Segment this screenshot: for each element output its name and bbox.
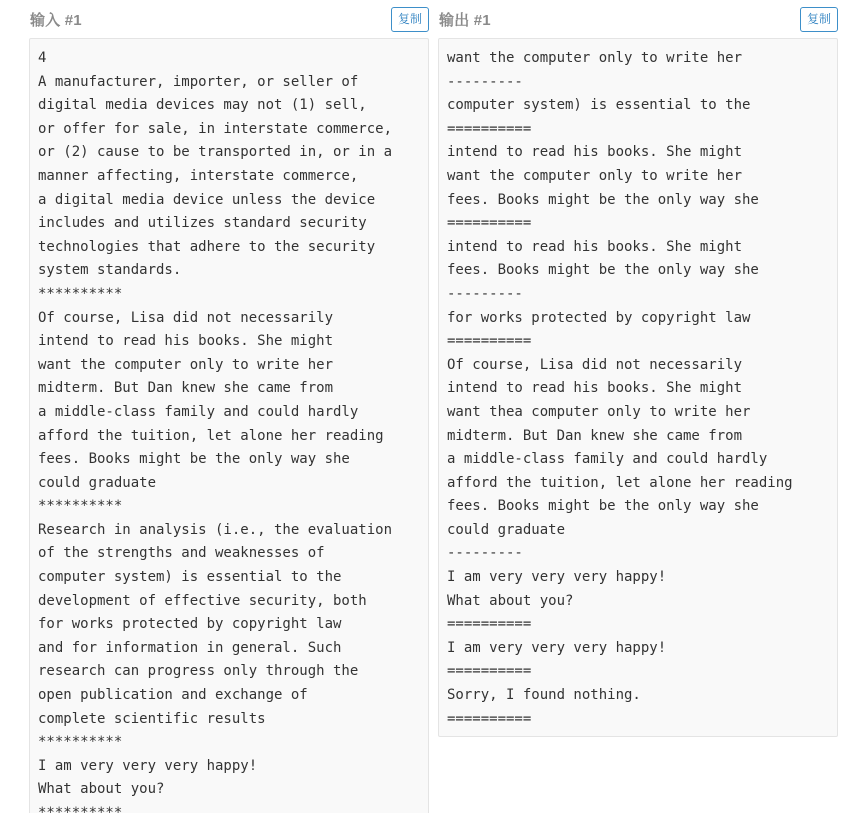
output-line: ========== <box>447 120 532 137</box>
input-line: intend to read his books. She might <box>38 333 334 350</box>
input-line: of the strengths and weaknesses of <box>38 545 325 562</box>
input-line: for works protected by copyright law <box>38 616 342 633</box>
input-line: a digital media device unless the device <box>38 191 376 208</box>
output-line: midterm. But Dan knew she came from <box>447 427 743 444</box>
input-line: computer system) is essential to the <box>38 569 342 586</box>
input-line: afford the tuition, let alone her reading <box>38 427 384 444</box>
output-line: could graduate <box>447 521 566 538</box>
output-line: --------- <box>447 545 523 562</box>
input-line: ********** <box>38 498 123 515</box>
input-line: 4 <box>38 50 47 66</box>
input-panel-header <box>29 0 429 38</box>
output-panel <box>438 0 838 727</box>
copy-output-button[interactable]: 复制 <box>800 7 838 32</box>
input-line: and for information in general. Such <box>38 639 342 656</box>
output-line: fees. Books might be the only way she <box>447 191 759 208</box>
input-line: could graduate <box>38 474 157 491</box>
input-line: technologies that adhere to the security <box>38 238 376 255</box>
output-line: ========== <box>447 616 532 633</box>
output-line: --------- <box>447 73 523 90</box>
output-title: 输出 #1 <box>439 12 491 29</box>
input-line: open publication and exchange of <box>38 687 308 704</box>
output-line: --------- <box>447 285 523 302</box>
output-line: I am very very very happy! <box>447 569 667 586</box>
input-line: complete scientific results <box>38 710 266 727</box>
output-line: fees. Books might be the only way she <box>447 498 759 515</box>
output-line: intend to read his books. She might <box>447 238 743 255</box>
input-line: Of course, Lisa did not necessarily <box>38 309 334 326</box>
output-line: fees. Books might be the only way she <box>447 262 759 279</box>
input-line: digital media devices may not (1) sell, <box>38 97 367 114</box>
copy-input-button[interactable]: 复制 <box>391 7 429 32</box>
output-panel-header <box>438 0 838 38</box>
output-line: ========== <box>447 333 532 350</box>
output-line: I am very very very happy! <box>447 639 667 656</box>
input-line: midterm. But Dan knew she came from <box>38 380 334 397</box>
input-line: or offer for sale, in interstate commerce, <box>38 120 393 137</box>
output-line: What about you? <box>447 592 574 609</box>
output-line: for works protected by copyright law <box>447 309 751 326</box>
input-line: manner affecting, interstate commerce, <box>38 167 359 184</box>
output-line: afford the tuition, let alone her reading <box>447 474 793 491</box>
output-code-block[interactable] <box>438 38 838 737</box>
output-line: want thea computer only to write her <box>447 403 751 420</box>
output-line: Sorry, I found nothing. <box>447 687 641 704</box>
input-line: ********** <box>38 285 123 302</box>
input-line: fees. Books might be the only way she <box>38 451 350 468</box>
output-line: Of course, Lisa did not necessarily <box>447 356 743 373</box>
output-line: ========== <box>447 710 532 727</box>
input-line: a middle-class family and could hardly <box>38 403 359 420</box>
input-line: want the computer only to write her <box>38 356 334 373</box>
output-line: intend to read his books. She might <box>447 144 743 161</box>
input-line: ********** <box>38 805 123 813</box>
input-line: A manufacturer, importer, or seller of <box>38 73 359 90</box>
output-line: intend to read his books. She might <box>447 380 743 397</box>
output-line: want the computer only to write her <box>447 167 743 184</box>
input-line: or (2) cause to be transported in, or in a <box>38 144 393 161</box>
input-line: Research in analysis (i.e., the evaluation <box>38 521 393 538</box>
output-line: a middle-class family and could hardly <box>447 451 768 468</box>
output-line: want the computer only to write her <box>447 50 743 66</box>
output-line: ========== <box>447 663 532 680</box>
input-line: includes and utilizes standard security <box>38 215 367 232</box>
input-line: research can progress only through the <box>38 663 359 680</box>
input-title: 输入 #1 <box>30 12 82 29</box>
input-line: What about you? <box>38 781 165 798</box>
input-line: I am very very very happy! <box>38 757 258 774</box>
input-code-block[interactable] <box>29 38 429 813</box>
output-line: computer system) is essential to the <box>447 97 751 114</box>
input-line: ********** <box>38 734 123 751</box>
input-line: development of effective security, both <box>38 592 367 609</box>
output-line: ========== <box>447 215 532 232</box>
input-line: system standards. <box>38 262 182 279</box>
input-panel <box>29 0 429 813</box>
